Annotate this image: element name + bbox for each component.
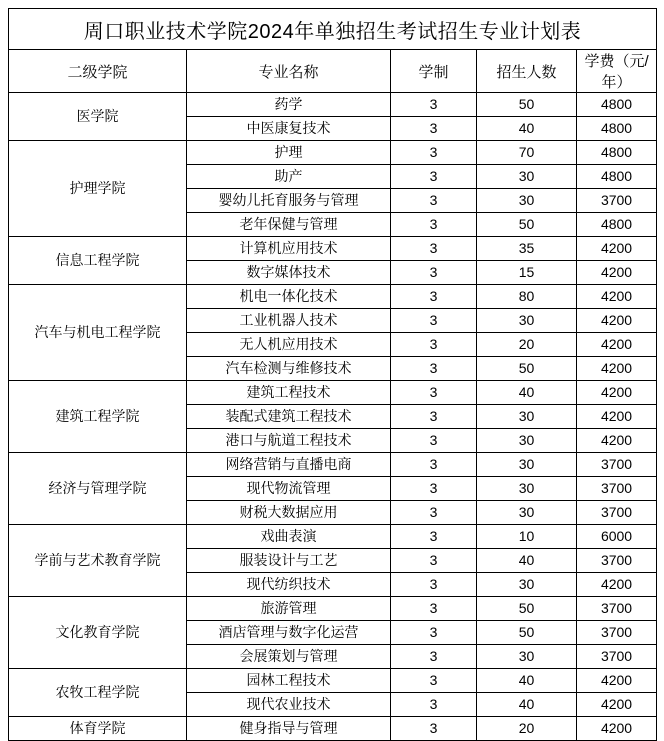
cell-major: 服装设计与工艺 xyxy=(187,549,391,573)
cell-major: 现代纺织技术 xyxy=(187,573,391,597)
cell-major: 戏曲表演 xyxy=(187,525,391,549)
cell-quota: 30 xyxy=(477,189,577,213)
cell-college: 体育学院 xyxy=(9,717,187,741)
column-header-3: 招生人数 xyxy=(477,50,577,93)
cell-quota: 70 xyxy=(477,141,577,165)
cell-major: 老年保健与管理 xyxy=(187,213,391,237)
cell-major: 会展策划与管理 xyxy=(187,645,391,669)
cell-quota: 30 xyxy=(477,573,577,597)
cell-major: 汽车检测与维修技术 xyxy=(187,357,391,381)
column-header-4: 学费（元/年） xyxy=(577,50,657,93)
cell-major: 无人机应用技术 xyxy=(187,333,391,357)
cell-major: 网络营销与直播电商 xyxy=(187,453,391,477)
header-row xyxy=(9,50,657,93)
cell-years: 3 xyxy=(391,261,477,285)
cell-quota: 30 xyxy=(477,501,577,525)
cell-quota: 40 xyxy=(477,669,577,693)
cell-years: 3 xyxy=(391,237,477,261)
cell-years: 3 xyxy=(391,717,477,741)
cell-years: 3 xyxy=(391,285,477,309)
cell-college: 农牧工程学院 xyxy=(9,669,187,717)
cell-quota: 15 xyxy=(477,261,577,285)
table-row xyxy=(9,669,657,693)
cell-years: 3 xyxy=(391,213,477,237)
cell-fee: 4200 xyxy=(577,573,657,597)
cell-quota: 35 xyxy=(477,237,577,261)
cell-years: 3 xyxy=(391,93,477,117)
cell-fee: 4200 xyxy=(577,693,657,717)
cell-fee: 4800 xyxy=(577,213,657,237)
cell-quota: 50 xyxy=(477,621,577,645)
table-row xyxy=(9,717,657,741)
cell-major: 计算机应用技术 xyxy=(187,237,391,261)
cell-major: 工业机器人技术 xyxy=(187,309,391,333)
cell-major: 数字媒体技术 xyxy=(187,261,391,285)
cell-quota: 20 xyxy=(477,333,577,357)
cell-major: 现代物流管理 xyxy=(187,477,391,501)
cell-fee: 4200 xyxy=(577,405,657,429)
cell-years: 3 xyxy=(391,141,477,165)
cell-major: 园林工程技术 xyxy=(187,669,391,693)
cell-college: 医学院 xyxy=(9,93,187,141)
cell-college: 护理学院 xyxy=(9,141,187,237)
cell-college: 学前与艺术教育学院 xyxy=(9,525,187,597)
cell-quota: 40 xyxy=(477,117,577,141)
cell-major: 机电一体化技术 xyxy=(187,285,391,309)
cell-fee: 4200 xyxy=(577,309,657,333)
cell-quota: 10 xyxy=(477,525,577,549)
cell-fee: 4800 xyxy=(577,165,657,189)
cell-quota: 50 xyxy=(477,597,577,621)
cell-fee: 4200 xyxy=(577,285,657,309)
cell-fee: 4200 xyxy=(577,429,657,453)
cell-years: 3 xyxy=(391,693,477,717)
cell-quota: 30 xyxy=(477,309,577,333)
table-row xyxy=(9,93,657,117)
cell-quota: 30 xyxy=(477,477,577,501)
cell-quota: 30 xyxy=(477,645,577,669)
cell-college: 文化教育学院 xyxy=(9,597,187,669)
cell-quota: 40 xyxy=(477,693,577,717)
cell-quota: 40 xyxy=(477,381,577,405)
cell-years: 3 xyxy=(391,453,477,477)
table-row xyxy=(9,141,657,165)
cell-fee: 4200 xyxy=(577,669,657,693)
cell-fee: 4200 xyxy=(577,261,657,285)
table-row xyxy=(9,597,657,621)
cell-major: 助产 xyxy=(187,165,391,189)
cell-years: 3 xyxy=(391,573,477,597)
title-row xyxy=(9,9,657,50)
cell-years: 3 xyxy=(391,189,477,213)
cell-fee: 3700 xyxy=(577,189,657,213)
table-row xyxy=(9,285,657,309)
cell-major: 婴幼儿托育服务与管理 xyxy=(187,189,391,213)
cell-college: 信息工程学院 xyxy=(9,237,187,285)
table-row xyxy=(9,237,657,261)
cell-quota: 30 xyxy=(477,453,577,477)
cell-years: 3 xyxy=(391,525,477,549)
cell-quota: 80 xyxy=(477,285,577,309)
cell-years: 3 xyxy=(391,549,477,573)
cell-fee: 4200 xyxy=(577,333,657,357)
cell-college: 经济与管理学院 xyxy=(9,453,187,525)
table-row xyxy=(9,453,657,477)
cell-quota: 50 xyxy=(477,357,577,381)
cell-major: 装配式建筑工程技术 xyxy=(187,405,391,429)
page-title: 周口职业技术学院2024年单独招生考试招生专业计划表 xyxy=(9,9,657,50)
cell-years: 3 xyxy=(391,405,477,429)
cell-years: 3 xyxy=(391,477,477,501)
cell-years: 3 xyxy=(391,381,477,405)
cell-major: 财税大数据应用 xyxy=(187,501,391,525)
cell-fee: 4200 xyxy=(577,381,657,405)
cell-fee: 3700 xyxy=(577,501,657,525)
cell-major: 药学 xyxy=(187,93,391,117)
cell-fee: 4200 xyxy=(577,357,657,381)
cell-fee: 3700 xyxy=(577,549,657,573)
cell-years: 3 xyxy=(391,165,477,189)
table-body xyxy=(9,9,657,741)
cell-quota: 20 xyxy=(477,717,577,741)
cell-fee: 3700 xyxy=(577,477,657,501)
cell-fee: 6000 xyxy=(577,525,657,549)
cell-years: 3 xyxy=(391,501,477,525)
cell-major: 中医康复技术 xyxy=(187,117,391,141)
cell-quota: 40 xyxy=(477,549,577,573)
cell-years: 3 xyxy=(391,429,477,453)
cell-years: 3 xyxy=(391,117,477,141)
cell-years: 3 xyxy=(391,669,477,693)
cell-years: 3 xyxy=(391,645,477,669)
cell-major: 建筑工程技术 xyxy=(187,381,391,405)
cell-years: 3 xyxy=(391,357,477,381)
cell-major: 旅游管理 xyxy=(187,597,391,621)
cell-years: 3 xyxy=(391,621,477,645)
table-row xyxy=(9,525,657,549)
column-header-2: 学制 xyxy=(391,50,477,93)
cell-fee: 4800 xyxy=(577,93,657,117)
cell-years: 3 xyxy=(391,309,477,333)
cell-major: 健身指导与管理 xyxy=(187,717,391,741)
cell-quota: 50 xyxy=(477,213,577,237)
cell-quota: 30 xyxy=(477,405,577,429)
cell-major: 酒店管理与数字化运营 xyxy=(187,621,391,645)
cell-college: 建筑工程学院 xyxy=(9,381,187,453)
cell-major: 现代农业技术 xyxy=(187,693,391,717)
cell-major: 港口与航道工程技术 xyxy=(187,429,391,453)
admission-plan-table xyxy=(8,8,657,741)
cell-fee: 3700 xyxy=(577,645,657,669)
cell-quota: 30 xyxy=(477,165,577,189)
cell-fee: 4200 xyxy=(577,237,657,261)
cell-years: 3 xyxy=(391,597,477,621)
column-header-0: 二级学院 xyxy=(9,50,187,93)
cell-major: 护理 xyxy=(187,141,391,165)
cell-fee: 3700 xyxy=(577,621,657,645)
table-row xyxy=(9,381,657,405)
cell-quota: 30 xyxy=(477,429,577,453)
cell-fee: 4800 xyxy=(577,117,657,141)
cell-fee: 4800 xyxy=(577,141,657,165)
cell-fee: 4200 xyxy=(577,717,657,741)
column-header-1: 专业名称 xyxy=(187,50,391,93)
cell-college: 汽车与机电工程学院 xyxy=(9,285,187,381)
cell-fee: 3700 xyxy=(577,597,657,621)
cell-years: 3 xyxy=(391,333,477,357)
cell-fee: 3700 xyxy=(577,453,657,477)
cell-quota: 50 xyxy=(477,93,577,117)
